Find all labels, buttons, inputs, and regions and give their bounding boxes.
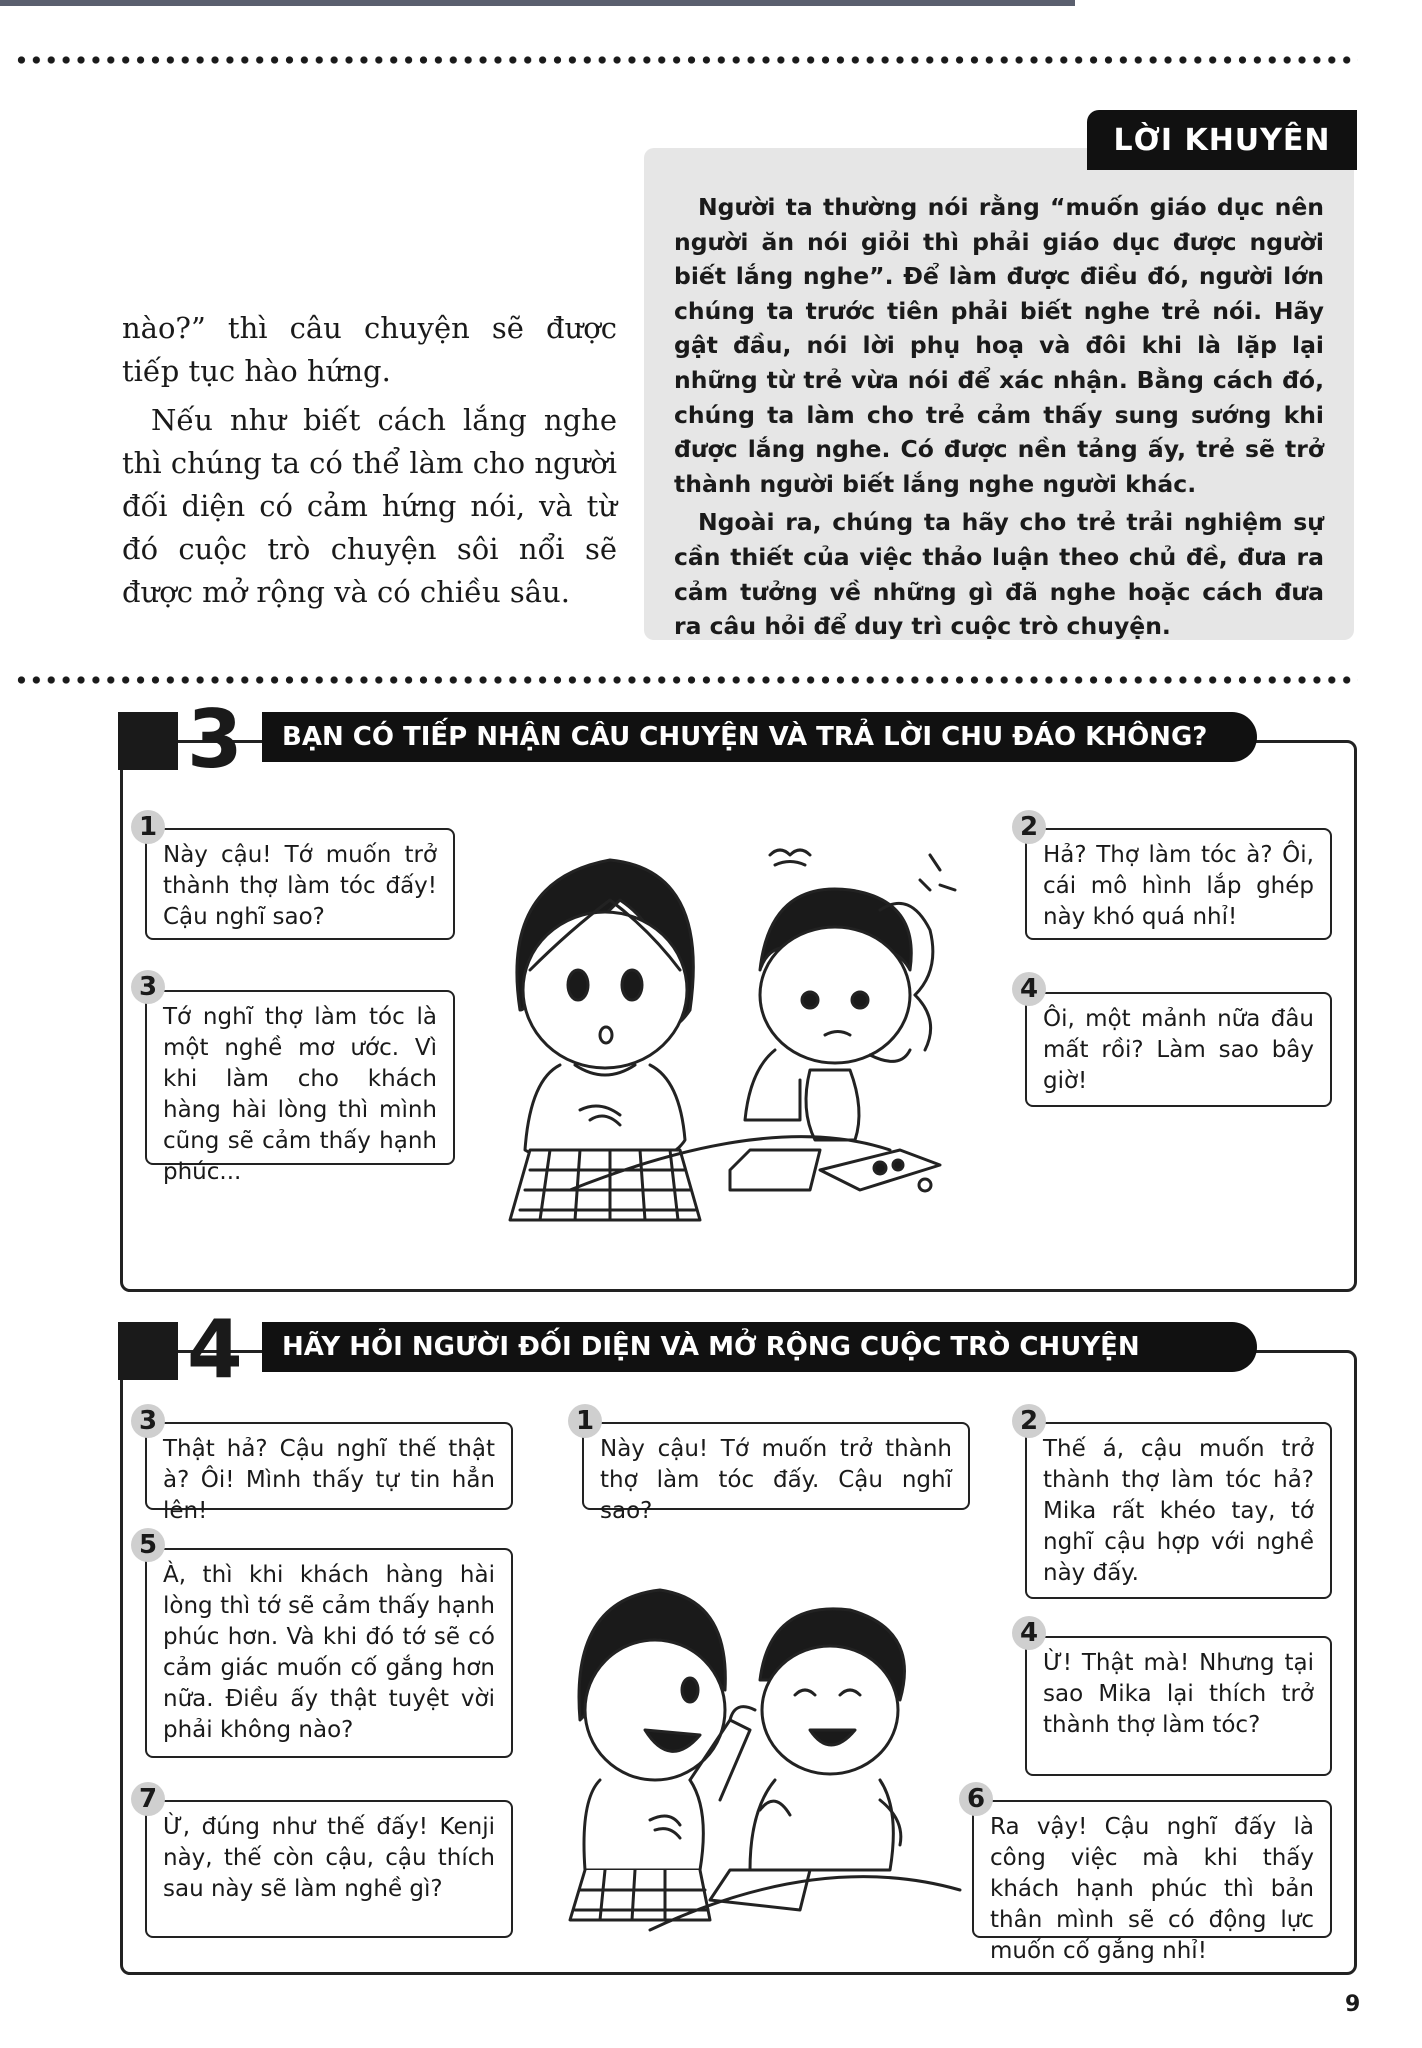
s4-bubble-2-text: Thế á, cậu muốn trở thành thợ làm tóc hả? Mika rất khéo tay, tớ nghĩ cậu hợp với nghề này đấy. bbox=[1043, 1436, 1314, 1586]
section3-title: BẠN CÓ TIẾP NHẬN CÂU CHUYỆN VÀ TRẢ LỜI CHU ĐÁO KHÔNG? bbox=[262, 712, 1257, 762]
section4-title: HÃY HỎI NGƯỜI ĐỐI DIỆN VÀ MỞ RỘNG CUỘC TRÒ CHUYỆN bbox=[262, 1322, 1257, 1372]
top-edge-bar bbox=[0, 0, 1075, 6]
s3-bubble-1-text: Này cậu! Tớ muốn trở thành thợ làm tóc đấy! Cậu nghĩ sao? bbox=[163, 842, 437, 930]
s3-badge-1: 1 bbox=[131, 810, 165, 844]
s4-bubble-6-text: Ra vậy! Cậu nghĩ đấy là công việc mà khi thấy khách hạnh phúc thì bản thân mình sẽ có động lực muốn cố gắng nhỉ! bbox=[990, 1814, 1314, 1964]
section4-number: 4 bbox=[187, 1303, 243, 1396]
s4-bubble-4-text: Ừ! Thật mà! Nhưng tại sao Mika lại thích trở thành thợ làm tóc? bbox=[1043, 1650, 1314, 1738]
s4-bubble-5-text: À, thì khi khách hàng hài lòng thì tớ sẽ cảm thấy hạnh phúc hơn. Và khi đó tớ sẽ có cảm giác muốn cố gắng hơn nữa. Điều ấy thật tuyệt vời phải không nào? bbox=[163, 1562, 495, 1743]
dotted-divider-top bbox=[14, 55, 1358, 65]
s4-badge-4: 4 bbox=[1012, 1616, 1046, 1650]
section4-corner bbox=[118, 1322, 178, 1380]
s4-bubble-1-text: Này cậu! Tớ muốn trở thành thợ làm tóc đấy. Cậu nghĩ sao? bbox=[600, 1436, 952, 1524]
s4-badge-6: 6 bbox=[959, 1782, 993, 1816]
s3-badge-4: 4 bbox=[1012, 972, 1046, 1006]
s3-bubble-3-text: Tớ nghĩ thợ làm tóc là một nghề mơ ước. Vì khi làm cho khách hàng hài lòng thì mình cũng sẽ cảm thấy hạnh phúc... bbox=[163, 1004, 437, 1185]
s4-bubble-3-text: Thật hả? Cậu nghĩ thế thật à? Ôi! Mình thấy tự tin hẳn lên! bbox=[163, 1436, 495, 1524]
section3-corner bbox=[118, 712, 178, 770]
s4-badge-5: 5 bbox=[131, 1528, 165, 1562]
s3-badge-2: 2 bbox=[1012, 810, 1046, 844]
s3-bubble-4-text: Ôi, một mảnh nữa đâu mất rồi? Làm sao bây giờ! bbox=[1043, 1006, 1314, 1094]
s4-bubble-7 bbox=[145, 1800, 513, 1938]
s4-bubble-6 bbox=[972, 1800, 1332, 1964]
s3-bubble-2-text: Hả? Thợ làm tóc à? Ôi, cái mô hình lắp ghép này khó quá nhỉ! bbox=[1043, 842, 1314, 930]
advice-box bbox=[644, 148, 1354, 640]
body-paragraph-1: nào?” thì câu chuyện sẽ được tiếp tục hào hứng. bbox=[122, 311, 617, 388]
advice-tag: LỜI KHUYÊN bbox=[1087, 110, 1357, 170]
section3-illustration bbox=[470, 820, 1030, 1230]
s4-bubble-3 bbox=[145, 1422, 513, 1524]
s4-badge-3: 3 bbox=[131, 1404, 165, 1438]
s4-bubble-5 bbox=[145, 1548, 513, 1758]
s4-bubble-7-text: Ừ, đúng như thế đấy! Kenji này, thế còn cậu, cậu thích sau này sẽ làm nghề gì? bbox=[163, 1814, 495, 1902]
body-text-column bbox=[122, 307, 617, 614]
s4-bubble-2 bbox=[1025, 1422, 1332, 1599]
s4-bubble-4 bbox=[1025, 1636, 1332, 1776]
s3-badge-3: 3 bbox=[131, 970, 165, 1004]
s4-badge-1: 1 bbox=[568, 1404, 602, 1438]
s3-bubble-1 bbox=[145, 828, 455, 940]
dotted-divider-middle bbox=[14, 675, 1358, 685]
page-number: 9 bbox=[1345, 1992, 1361, 2017]
section3-number: 3 bbox=[187, 693, 243, 786]
s4-badge-2: 2 bbox=[1012, 1404, 1046, 1438]
s3-bubble-4 bbox=[1025, 992, 1332, 1107]
s4-bubble-1 bbox=[582, 1422, 970, 1524]
s4-badge-7: 7 bbox=[131, 1782, 165, 1816]
body-paragraph-2: Nếu như biết cách lắng nghe thì chúng ta có thể làm cho người đối diện có cảm hứng nói, và từ đó cuộc trò chuyện sôi nổi sẽ được mở rộng và có chiều sâu. bbox=[122, 403, 617, 609]
advice-paragraph-1: Người ta thường nói rằng “muốn giáo dục nên người ăn nói giỏi thì phải giáo dục được người biết lắng nghe”. Để làm được điều đó, người lớn chúng ta trước tiên phải biết nghe trẻ nói. Hãy gật đầu, nói lời phụ hoạ và đôi khi là lặp lại những từ trẻ vừa nói để xác nhận. Bằng cách đó, chúng ta làm cho trẻ cảm thấy sung sướng khi được lắng nghe. Có được nền tảng ấy, trẻ sẽ trở thành người biết lắng nghe người khác. bbox=[674, 193, 1324, 498]
section4-illustration bbox=[560, 1570, 980, 1940]
s3-bubble-3 bbox=[145, 990, 455, 1185]
advice-paragraph-2: Ngoài ra, chúng ta hãy cho trẻ trải nghiệm sự cần thiết của việc thảo luận theo chủ đề, đưa ra cảm tưởng về những gì đã nghe hoặc cách đưa ra câu hỏi để duy trì cuộc trò chuyện. bbox=[674, 508, 1324, 641]
s3-bubble-2 bbox=[1025, 828, 1332, 940]
